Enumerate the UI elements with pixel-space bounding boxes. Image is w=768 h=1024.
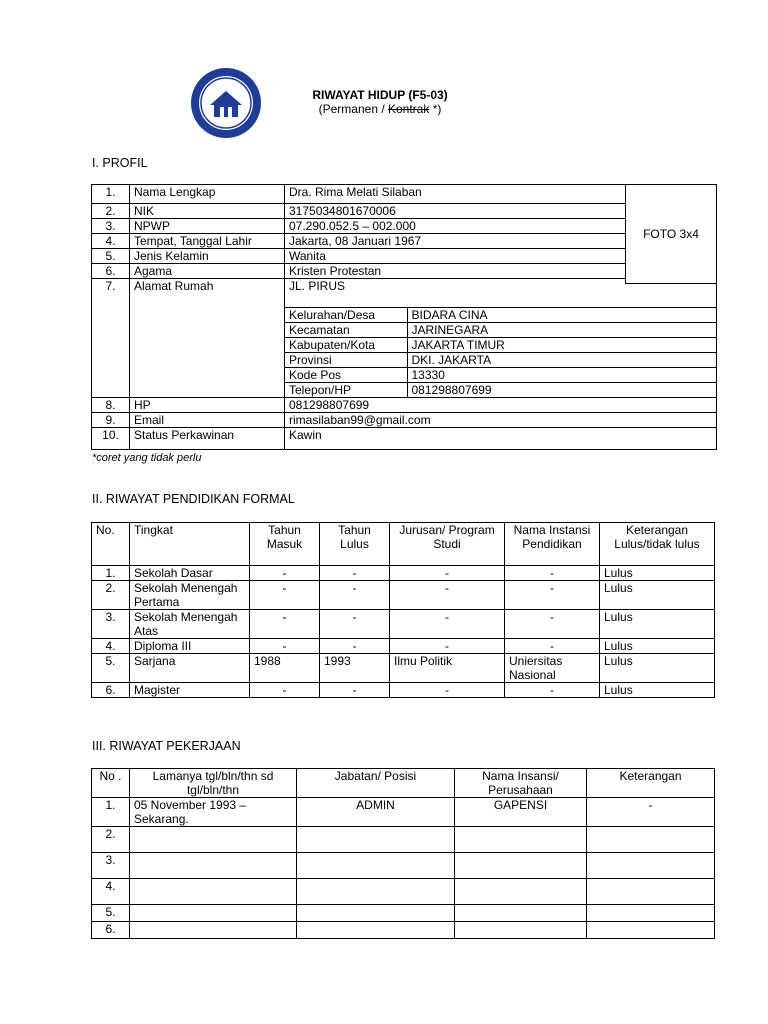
row-value: 07.290.052.5 – 002.000: [285, 219, 717, 234]
detail-value: DKI. JAKARTA: [407, 353, 716, 368]
cell-no: 5.: [92, 654, 130, 683]
cell-jabatan: ADMIN: [297, 798, 455, 827]
section-pekerjaan-heading: III. RIWAYAT PEKERJAAN: [92, 739, 241, 753]
cell-jurusan: -: [390, 639, 505, 654]
table-row: [92, 683, 715, 698]
table-row: [92, 922, 715, 939]
cell-keterangan: Lulus: [600, 683, 715, 698]
cell-jurusan: -: [390, 566, 505, 581]
cell-no: 6.: [92, 683, 130, 698]
cell-lulus: -: [320, 639, 390, 654]
cell-keterangan: Lulus: [600, 581, 715, 610]
cell-no: 2.: [92, 827, 130, 853]
table-row: [92, 185, 717, 204]
table-row: [285, 323, 716, 338]
cell-instansi: [455, 853, 587, 879]
cell-jurusan: Ilmu Politik: [390, 654, 505, 683]
pendidikan-table: [91, 522, 715, 698]
cell-keterangan: Lulus: [600, 566, 715, 581]
header-keterangan: Keterangan Lulus/tidak lulus: [600, 523, 715, 566]
detail-label: Provinsi: [285, 353, 407, 368]
detail-label: Kode Pos: [285, 368, 407, 383]
cell-masuk: 1988: [250, 654, 320, 683]
table-row: [92, 428, 717, 450]
cell-lama: [130, 853, 297, 879]
header-jurusan: Jurusan/ Program Studi: [390, 523, 505, 566]
cell-lulus: -: [320, 566, 390, 581]
cell-jabatan: [297, 905, 455, 922]
table-row: [92, 827, 715, 853]
header-tingkat: Tingkat: [130, 523, 250, 566]
cell-instansi: Uniersitas Nasional: [505, 654, 600, 683]
cell-jurusan: -: [390, 581, 505, 610]
profil-table: [91, 184, 717, 450]
cell-lulus: -: [320, 581, 390, 610]
cell-tingkat: Sekolah Menengah Pertama: [130, 581, 250, 610]
cell-no: 6.: [92, 922, 130, 939]
cell-tingkat: Sarjana: [130, 654, 250, 683]
cell-lama: [130, 827, 297, 853]
table-row: [285, 338, 716, 353]
table-row: [92, 905, 715, 922]
cell-no: 3.: [92, 610, 130, 639]
cell-lulus: -: [320, 610, 390, 639]
section-pendidikan-heading: II. RIWAYAT PENDIDIKAN FORMAL: [92, 492, 295, 506]
table-row: [92, 234, 717, 249]
table-header-row: [92, 523, 715, 566]
cell-jabatan: [297, 827, 455, 853]
table-row: [92, 413, 717, 428]
cell-lama: 05 November 1993 – Sekarang.: [130, 798, 297, 827]
detail-label: Telepon/HP: [285, 383, 407, 398]
alamat-street: JL. PIRUS: [289, 279, 346, 293]
row-label: Tempat, Tanggal Lahir: [130, 234, 285, 249]
cell-jabatan: [297, 879, 455, 905]
detail-value: 13330: [407, 368, 716, 383]
row-no: 1.: [92, 185, 130, 204]
row-value: 3175034801670006: [285, 204, 717, 219]
header-lama: Lamanya tgl/bln/thn sd tgl/bln/thn: [130, 769, 297, 798]
row-no: 3.: [92, 219, 130, 234]
cell-lama: [130, 879, 297, 905]
subtitle-prefix: (Permanen /: [318, 102, 385, 116]
table-row: [92, 654, 715, 683]
pekerjaan-table: [91, 768, 715, 939]
cell-lulus: 1993: [320, 654, 390, 683]
cell-instansi: -: [505, 639, 600, 654]
row-no: 7.: [92, 279, 130, 398]
header-jabatan: Jabatan/ Posisi: [297, 769, 455, 798]
row-no: 9.: [92, 413, 130, 428]
cell-instansi: [455, 905, 587, 922]
cell-keterangan: Lulus: [600, 639, 715, 654]
header-no: No.: [92, 523, 130, 566]
table-row: [285, 368, 716, 383]
cell-instansi: [455, 922, 587, 939]
house-logo-icon: [190, 67, 262, 139]
table-row: [92, 219, 717, 234]
row-no: 5.: [92, 249, 130, 264]
subtitle-suffix: *): [432, 102, 442, 116]
row-value: Jakarta, 08 Januari 1967: [285, 234, 717, 249]
row-label: Status Perkawinan: [130, 428, 285, 450]
cell-tingkat: Sekolah Menengah Atas: [130, 610, 250, 639]
table-row: [92, 264, 717, 279]
header-lulus: Tahun Lulus: [320, 523, 390, 566]
cell-masuk: -: [250, 610, 320, 639]
cell-tingkat: Sekolah Dasar: [130, 566, 250, 581]
header-keterangan: Keterangan: [587, 769, 715, 798]
cell-tingkat: Diploma III: [130, 639, 250, 654]
row-label: Nama Lengkap: [130, 185, 285, 204]
cell-lama: [130, 922, 297, 939]
cell-keterangan: [587, 827, 715, 853]
table-row: [92, 581, 715, 610]
header-instansi: Nama Insansi/ Perusahaan: [455, 769, 587, 798]
cell-no: 4.: [92, 879, 130, 905]
row-label: NIK: [130, 204, 285, 219]
cell-no: 1.: [92, 566, 130, 581]
row-value: Wanita: [285, 249, 717, 264]
detail-label: Kabupaten/Kota: [285, 338, 407, 353]
header-masuk: Tahun Masuk: [250, 523, 320, 566]
cell-masuk: -: [250, 566, 320, 581]
cell-masuk: -: [250, 639, 320, 654]
cell-instansi: [455, 827, 587, 853]
cell-instansi: [455, 879, 587, 905]
cell-no: 5.: [92, 905, 130, 922]
cell-masuk: -: [250, 683, 320, 698]
cell-keterangan: [587, 922, 715, 939]
cell-keterangan: -: [587, 798, 715, 827]
row-label: HP: [130, 398, 285, 413]
detail-value: 081298807699: [407, 383, 716, 398]
cell-instansi: -: [505, 610, 600, 639]
row-no: 2.: [92, 204, 130, 219]
cell-jurusan: -: [390, 610, 505, 639]
footnote: *coret yang tidak perlu: [92, 452, 202, 464]
cell-instansi: -: [505, 566, 600, 581]
cell-no: 2.: [92, 581, 130, 610]
cell-jurusan: -: [390, 683, 505, 698]
table-row: [285, 383, 716, 398]
row-label: Jenis Kelamin: [130, 249, 285, 264]
cell-no: 4.: [92, 639, 130, 654]
row-value: Dra. Rima Melati Silaban: [285, 185, 717, 204]
cell-instansi: -: [505, 581, 600, 610]
row-label: Alamat Rumah: [130, 279, 285, 398]
cell-lama: [130, 905, 297, 922]
table-row: [92, 610, 715, 639]
cell-keterangan: [587, 905, 715, 922]
row-no: 8.: [92, 398, 130, 413]
detail-value: JAKARTA TIMUR: [407, 338, 716, 353]
title-main: RIWAYAT HIDUP (F5-03): [312, 88, 448, 102]
header-no: No .: [92, 769, 130, 798]
row-no: 4.: [92, 234, 130, 249]
cell-keterangan: [587, 879, 715, 905]
section-profil-heading: I. PROFIL: [92, 156, 148, 170]
detail-value: BIDARA CINA: [407, 308, 716, 323]
table-row: [92, 249, 717, 264]
title-subtitle: [300, 102, 460, 116]
table-row: [92, 566, 715, 581]
cell-instansi: GAPENSI: [455, 798, 587, 827]
table-row-alamat: [92, 279, 717, 398]
cell-lulus: -: [320, 683, 390, 698]
cell-keterangan: Lulus: [600, 610, 715, 639]
cell-jabatan: [297, 922, 455, 939]
row-value: Kawin: [285, 428, 717, 450]
table-row: [92, 639, 715, 654]
row-no: 6.: [92, 264, 130, 279]
alamat-cell: [285, 279, 717, 398]
table-row: [92, 398, 717, 413]
cell-tingkat: Magister: [130, 683, 250, 698]
table-row: [92, 204, 717, 219]
document-title: [300, 88, 460, 116]
table-row: [92, 853, 715, 879]
row-value: Kristen Protestan: [285, 264, 717, 279]
table-row: [285, 308, 716, 323]
table-header-row: [92, 769, 715, 798]
table-row: [92, 798, 715, 827]
header-instansi: Nama Instansi Pendidikan: [505, 523, 600, 566]
detail-label: Kecamatan: [285, 323, 407, 338]
table-row: [285, 353, 716, 368]
row-label: NPWP: [130, 219, 285, 234]
row-no: 10.: [92, 428, 130, 450]
row-value: 081298807699: [285, 398, 717, 413]
table-row: [92, 879, 715, 905]
row-value: rimasilaban99@gmail.com: [285, 413, 717, 428]
subtitle-struck: Kontrak: [388, 102, 430, 116]
photo-placeholder: FOTO 3x4: [625, 184, 717, 284]
cell-keterangan: Lulus: [600, 654, 715, 683]
row-label: Email: [130, 413, 285, 428]
alamat-detail-table: [285, 307, 716, 397]
row-label: Agama: [130, 264, 285, 279]
cell-keterangan: [587, 853, 715, 879]
cell-instansi: -: [505, 683, 600, 698]
cell-no: 1.: [92, 798, 130, 827]
cell-masuk: -: [250, 581, 320, 610]
detail-value: JARINEGARA: [407, 323, 716, 338]
cell-jabatan: [297, 853, 455, 879]
cell-no: 3.: [92, 853, 130, 879]
detail-label: Kelurahan/Desa: [285, 308, 407, 323]
